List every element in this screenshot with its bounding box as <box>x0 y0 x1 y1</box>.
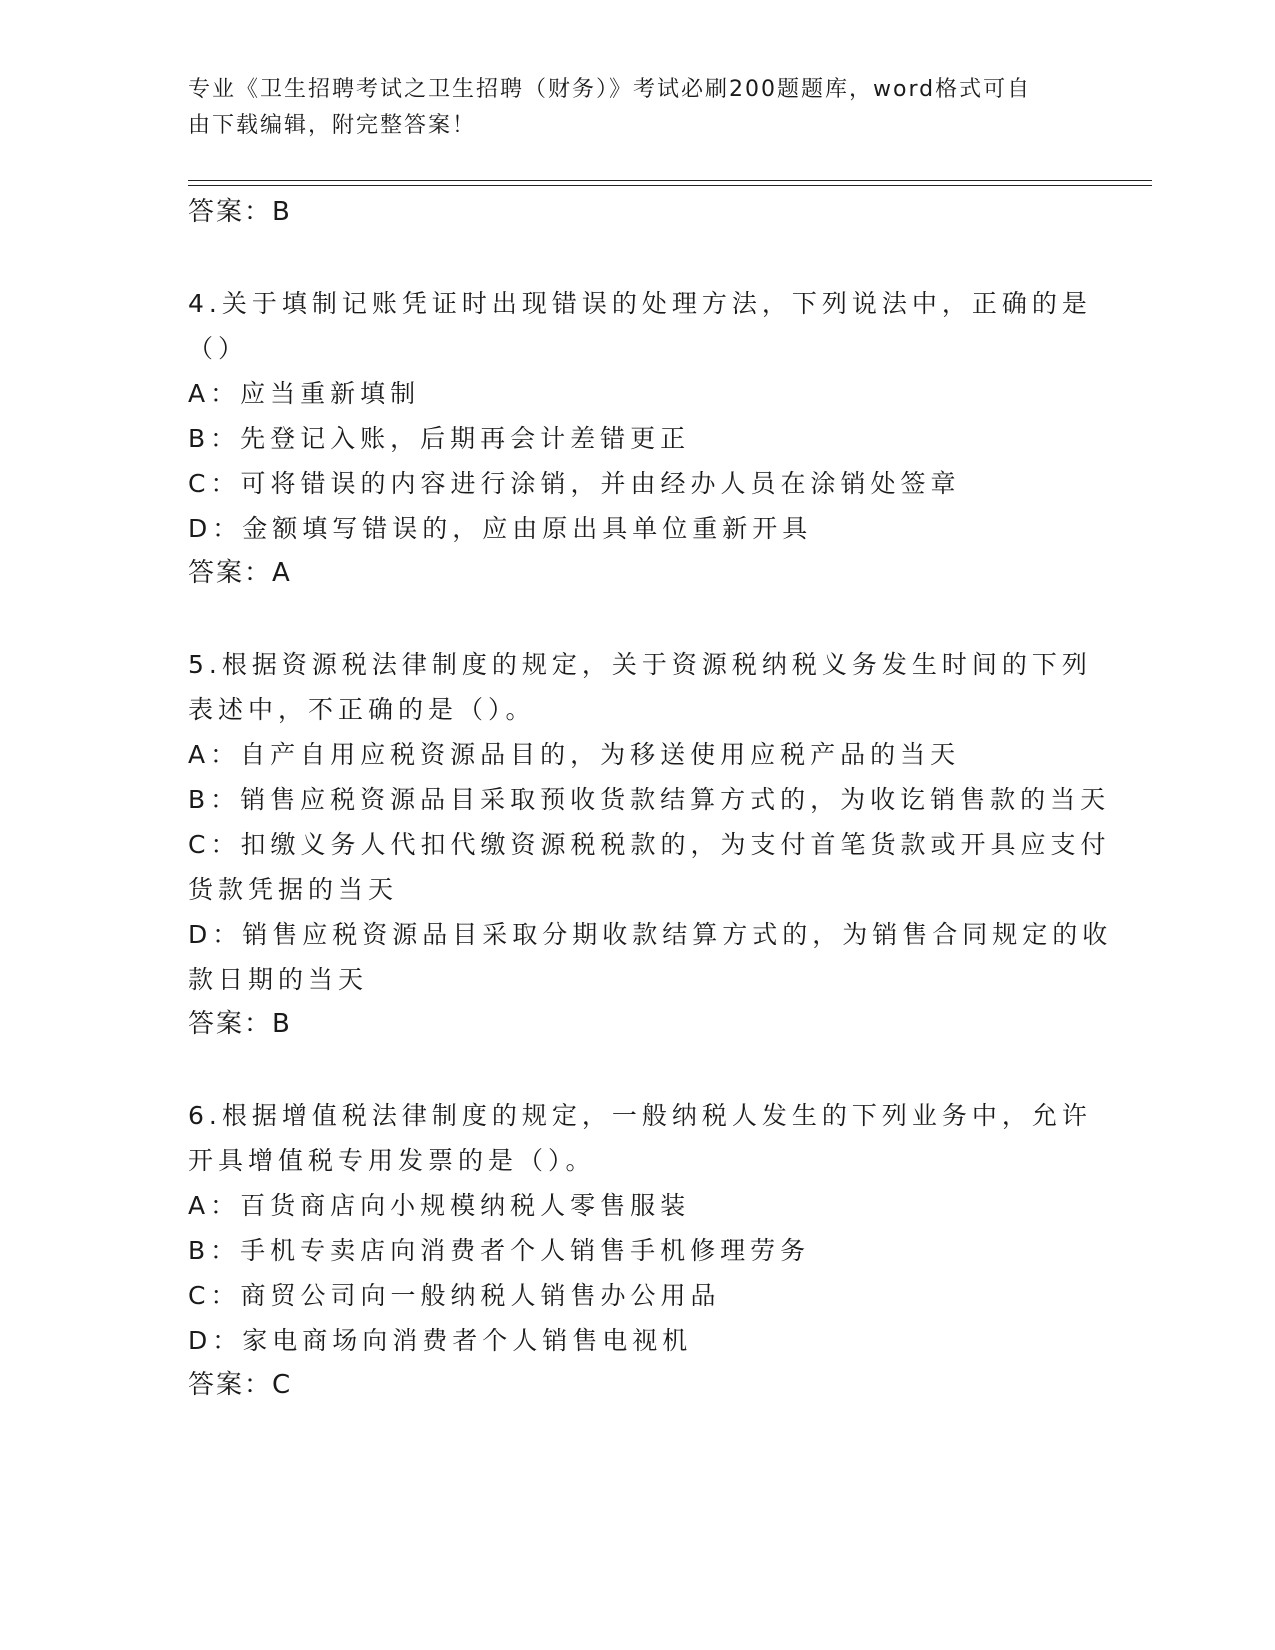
option-c: C：扣缴义务人代扣代缴资源税税款的，为支付首笔货款或开具应支付 <box>188 830 1111 859</box>
question-stem-cont: 开具增值税专用发票的是（）。 <box>188 1146 596 1175</box>
option-b: B：手机专卖店向消费者个人销售手机修理劳务 <box>188 1236 811 1265</box>
option-b: B：销售应税资源品目采取预收货款结算方式的，为收讫销售款的当天 <box>188 785 1111 814</box>
header-rule-top <box>188 180 1152 181</box>
spacer <box>188 1047 1088 1093</box>
option-d-cont: 款日期的当天 <box>188 965 369 994</box>
question-stem-cont: （） <box>188 334 249 363</box>
question-4 <box>188 281 1092 596</box>
question-stem-cont: 表述中，不正确的是（）。 <box>188 695 536 724</box>
header-line-1: 专业《卫生招聘考试之卫生招聘（财务）》考试必刷200题题库，word格式可自 <box>188 77 1032 102</box>
question-6 <box>188 1093 1092 1408</box>
option-c: C：商贸公司向一般纳税人销售办公用品 <box>188 1281 721 1310</box>
page-header <box>188 72 1068 144</box>
option-d: D：销售应税资源品目采取分期收款结算方式的，为销售合同规定的收 <box>188 920 1113 949</box>
option-a: A：自产自用应税资源品目的，为移送使用应税产品的当天 <box>188 740 961 769</box>
answer-4: 答案：A <box>188 558 292 588</box>
question-stem: 4.关于填制记账凭证时出现错误的处理方法，下列说法中，正确的是 <box>188 289 1092 318</box>
answer-6: 答案：C <box>188 1370 293 1400</box>
question-stem: 5.根据资源税法律制度的规定，关于资源税纳税义务发生时间的下列 <box>188 650 1092 679</box>
option-b: B：先登记入账，后期再会计差错更正 <box>188 424 691 453</box>
option-a: A：应当重新填制 <box>188 379 421 408</box>
option-c-cont: 货款凭据的当天 <box>188 875 399 904</box>
option-d: D：家电商场向消费者个人销售电视机 <box>188 1326 693 1355</box>
option-a: A：百货商店向小规模纳税人零售服装 <box>188 1191 691 1220</box>
answer-5: 答案：B <box>188 1009 292 1039</box>
question-5 <box>188 642 1113 1047</box>
spacer <box>188 235 1088 281</box>
answer-3: 答案：B <box>188 197 292 227</box>
option-d: D：金额填写错误的，应由原出具单位重新开具 <box>188 514 813 543</box>
header-line-2: 由下载编辑，附完整答案！ <box>188 113 477 138</box>
header-rule-bottom <box>188 185 1152 186</box>
spacer <box>188 596 1088 642</box>
question-stem: 6.根据增值税法律制度的规定，一般纳税人发生的下列业务中，允许 <box>188 1101 1092 1130</box>
option-c: C：可将错误的内容进行涂销，并由经办人员在涂销处签章 <box>188 469 961 498</box>
question-list <box>188 190 1113 1408</box>
